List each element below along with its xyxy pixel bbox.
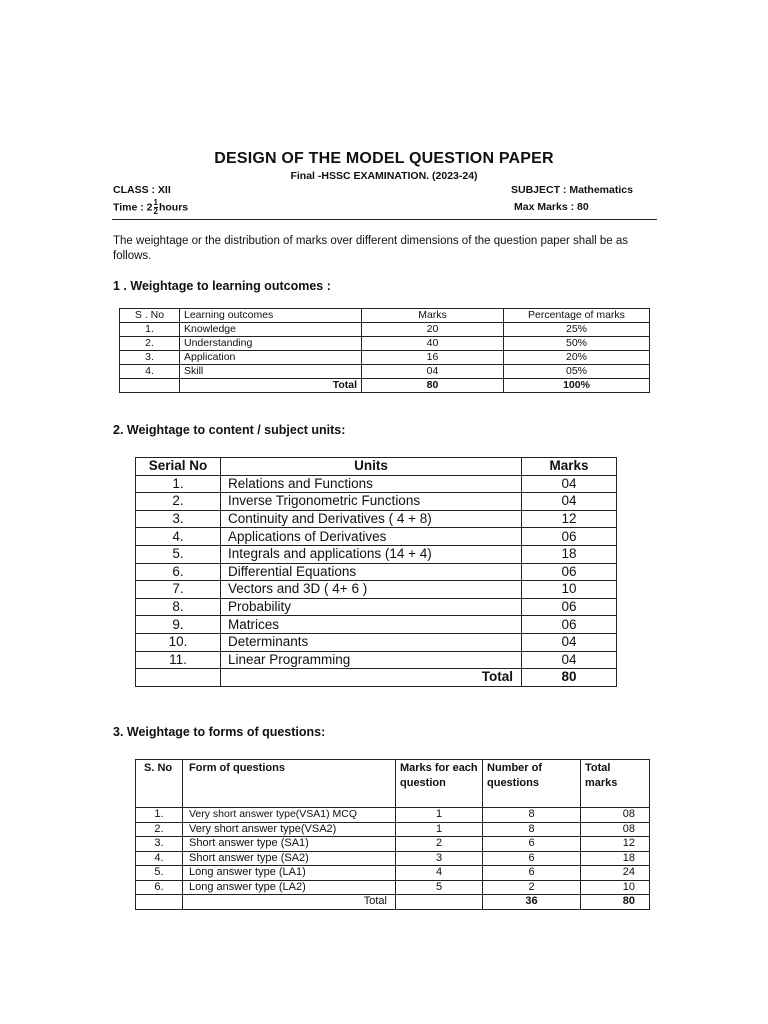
cell: 20% xyxy=(504,351,650,365)
cell: Matrices xyxy=(221,616,522,634)
cell: Long answer type (LA1) xyxy=(183,866,396,881)
header-cell: S. No xyxy=(136,760,183,808)
cell: 7. xyxy=(136,581,221,599)
cell: 50% xyxy=(504,337,650,351)
header-cell: Percentage of marks xyxy=(504,309,650,323)
table-row xyxy=(136,545,617,563)
header-cell: Serial No xyxy=(136,458,221,476)
cell: Applications of Derivatives xyxy=(221,528,522,546)
cell: 4. xyxy=(120,365,180,379)
cell: Probability xyxy=(221,598,522,616)
cell: Long answer type (LA2) xyxy=(183,880,396,895)
cell: 6 xyxy=(483,866,581,881)
cell: Short answer type (SA1) xyxy=(183,837,396,852)
header-divider xyxy=(112,219,657,220)
cell: 05% xyxy=(504,365,650,379)
time-label xyxy=(113,199,188,216)
cell: 04 xyxy=(522,493,617,511)
document-title: DESIGN OF THE MODEL QUESTION PAPER xyxy=(214,150,554,167)
header-cell: Marks xyxy=(522,458,617,476)
cell: Understanding xyxy=(180,337,362,351)
time-fraction-numerator: 1 xyxy=(153,198,158,207)
cell: Integrals and applications (14 + 4) xyxy=(221,545,522,563)
cell: 9. xyxy=(136,616,221,634)
cell: 3. xyxy=(136,510,221,528)
table-row xyxy=(136,598,617,616)
time-prefix: Time : 2 xyxy=(113,201,153,214)
cell: Short answer type (SA2) xyxy=(183,851,396,866)
table-total-row xyxy=(120,379,650,393)
time-fraction xyxy=(154,199,158,216)
cell: 04 xyxy=(362,365,504,379)
table-row xyxy=(136,880,650,895)
section3-heading: 3. Weightage to forms of questions: xyxy=(113,725,326,739)
cell: 2. xyxy=(136,493,221,511)
cell: 20 xyxy=(362,323,504,337)
cell: Linear Programming xyxy=(221,651,522,669)
cell: 25% xyxy=(504,323,650,337)
table-row xyxy=(136,837,650,852)
cell: Application xyxy=(180,351,362,365)
cell: Skill xyxy=(180,365,362,379)
question-forms-table xyxy=(135,759,650,910)
cell: 04 xyxy=(522,633,617,651)
cell: 2 xyxy=(396,837,483,852)
cell: 18 xyxy=(581,851,650,866)
table-row xyxy=(136,475,617,493)
cell: 40 xyxy=(362,337,504,351)
cell: 04 xyxy=(522,651,617,669)
cell: 12 xyxy=(581,837,650,852)
header-cell: Number of questions xyxy=(483,760,581,808)
table-row xyxy=(136,808,650,823)
cell: 4. xyxy=(136,528,221,546)
table-row xyxy=(136,616,617,634)
cell: 08 xyxy=(581,822,650,837)
header-cell: Units xyxy=(221,458,522,476)
cell: 24 xyxy=(581,866,650,881)
total-label: Total xyxy=(183,895,396,910)
table-row xyxy=(136,528,617,546)
table-row xyxy=(120,351,650,365)
table-header-row xyxy=(136,458,617,476)
cell: 11. xyxy=(136,651,221,669)
cell: 2 xyxy=(483,880,581,895)
table-row xyxy=(136,510,617,528)
cell: Very short answer type(VSA1) MCQ xyxy=(183,808,396,823)
cell: 06 xyxy=(522,598,617,616)
cell: 8. xyxy=(136,598,221,616)
cell: Continuity and Derivatives ( 4 + 8) xyxy=(221,510,522,528)
section2-heading: 2. Weightage to content / subject units: xyxy=(113,423,346,437)
cell: 1. xyxy=(136,475,221,493)
table-header-row xyxy=(136,760,650,808)
total-percentage: 100% xyxy=(504,379,650,393)
cell: Relations and Functions xyxy=(221,475,522,493)
table-row xyxy=(136,851,650,866)
cell: 6. xyxy=(136,880,183,895)
section1-heading: 1 . Weightage to learning outcomes : xyxy=(113,279,331,293)
header-cell: Marks xyxy=(362,309,504,323)
cell: 8 xyxy=(483,822,581,837)
table-row xyxy=(136,493,617,511)
cell: 6. xyxy=(136,563,221,581)
cell: 06 xyxy=(522,563,617,581)
header-cell: Marks for each question xyxy=(396,760,483,808)
table-row xyxy=(120,365,650,379)
cell: 6 xyxy=(483,837,581,852)
intro-paragraph: The weightage or the distribution of marks over different dimensions of the question paper shall be as follows. xyxy=(113,235,629,262)
cell: 16 xyxy=(362,351,504,365)
table-total-row xyxy=(136,669,617,687)
content-units-table xyxy=(135,457,617,687)
table-row xyxy=(136,822,650,837)
class-label: CLASS : XII xyxy=(113,184,171,196)
cell: 3. xyxy=(120,351,180,365)
cell: Very short answer type(VSA2) xyxy=(183,822,396,837)
cell: 5 xyxy=(396,880,483,895)
cell: 5. xyxy=(136,545,221,563)
table-row xyxy=(136,866,650,881)
cell: 04 xyxy=(522,475,617,493)
header-cell: S . No xyxy=(120,309,180,323)
header-cell: Total marks xyxy=(581,760,650,808)
table-row xyxy=(120,323,650,337)
cell: 06 xyxy=(522,616,617,634)
table-row xyxy=(136,651,617,669)
total-marks: 80 xyxy=(581,895,650,910)
cell: 2. xyxy=(120,337,180,351)
cell: Knowledge xyxy=(180,323,362,337)
document-subtitle: Final -HSSC EXAMINATION. (2023-24) xyxy=(290,170,478,182)
cell: 4. xyxy=(136,851,183,866)
max-marks-label: Max Marks : 80 xyxy=(514,201,589,213)
time-fraction-denominator: 2 xyxy=(153,207,158,216)
cell: 5. xyxy=(136,866,183,881)
total-label: Total xyxy=(221,669,522,687)
total-marks: 80 xyxy=(362,379,504,393)
table-row xyxy=(136,633,617,651)
cell xyxy=(396,895,483,910)
table-header-row xyxy=(120,309,650,323)
cell: Inverse Trigonometric Functions xyxy=(221,493,522,511)
header-cell: Form of questions xyxy=(183,760,396,808)
total-marks: 80 xyxy=(522,669,617,687)
table-row xyxy=(136,581,617,599)
cell: 06 xyxy=(522,528,617,546)
cell: 3 xyxy=(396,851,483,866)
cell: 3. xyxy=(136,837,183,852)
cell xyxy=(120,379,180,393)
cell: 1 xyxy=(396,808,483,823)
cell: 8 xyxy=(483,808,581,823)
table-total-row xyxy=(136,895,650,910)
cell xyxy=(136,669,221,687)
cell: 10 xyxy=(522,581,617,599)
learning-outcomes-table xyxy=(119,308,650,393)
cell: 1. xyxy=(136,808,183,823)
cell: Vectors and 3D ( 4+ 6 ) xyxy=(221,581,522,599)
cell xyxy=(136,895,183,910)
cell: Differential Equations xyxy=(221,563,522,581)
subject-label: SUBJECT : Mathematics xyxy=(511,184,633,196)
cell: 2. xyxy=(136,822,183,837)
cell: 1 xyxy=(396,822,483,837)
cell: 12 xyxy=(522,510,617,528)
time-suffix: hours xyxy=(158,201,189,214)
cell: 10 xyxy=(581,880,650,895)
cell: 10. xyxy=(136,633,221,651)
header-cell: Learning outcomes xyxy=(180,309,362,323)
table-row xyxy=(120,337,650,351)
cell: Determinants xyxy=(221,633,522,651)
total-questions: 36 xyxy=(483,895,581,910)
cell: 6 xyxy=(483,851,581,866)
cell: 08 xyxy=(581,808,650,823)
total-label: Total xyxy=(180,379,362,393)
table-row xyxy=(136,563,617,581)
cell: 18 xyxy=(522,545,617,563)
cell: 4 xyxy=(396,866,483,881)
cell: 1. xyxy=(120,323,180,337)
